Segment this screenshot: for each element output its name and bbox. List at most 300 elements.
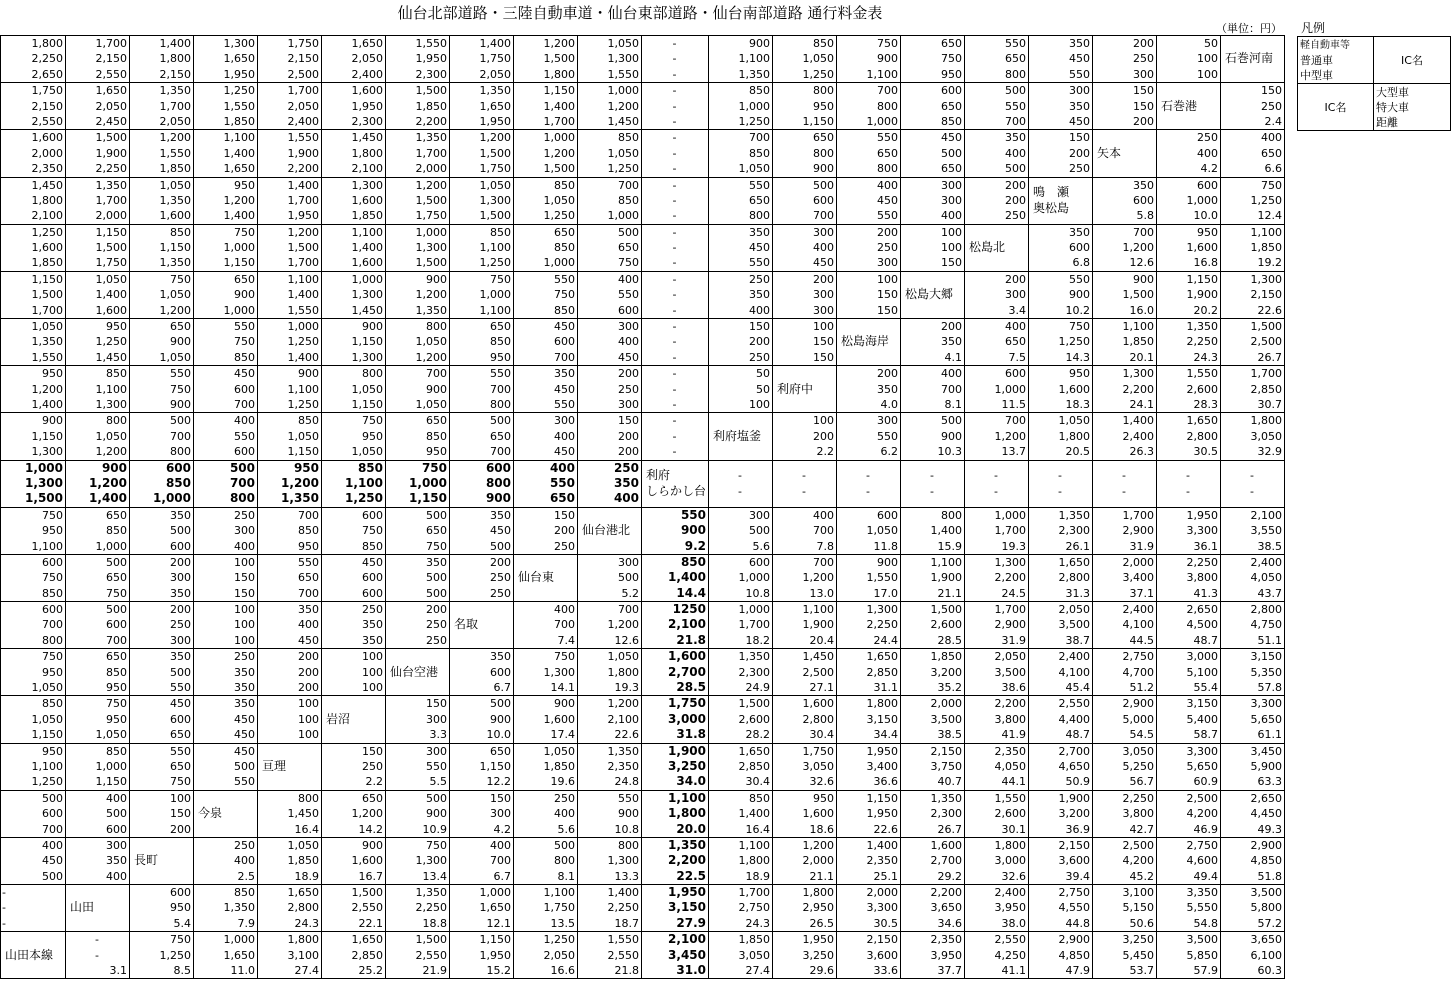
toll-value: 1,650 <box>223 948 255 962</box>
toll-cell <box>258 790 322 837</box>
toll-value: 900 <box>170 335 191 349</box>
toll-cell <box>130 602 194 649</box>
toll-value: 350 <box>298 603 319 617</box>
toll-cell <box>642 36 709 83</box>
toll-value: 500 <box>106 603 127 617</box>
legend <box>1297 36 1450 131</box>
toll-value: 2,850 <box>738 759 771 773</box>
toll-cell <box>965 130 1029 177</box>
toll-value: 1,200 <box>31 382 63 396</box>
toll-value: 300 <box>1133 67 1155 81</box>
toll-cell <box>450 885 514 932</box>
toll-value: 850 <box>170 225 191 239</box>
toll-cell <box>578 177 642 224</box>
toll-value: 1,650 <box>479 99 511 113</box>
toll-value: 1,150 <box>95 225 127 239</box>
toll-value: 49.4 <box>1193 869 1219 883</box>
toll-value: 900 <box>101 460 127 475</box>
toll-value: 500 <box>941 146 963 160</box>
toll-cell <box>1 837 66 884</box>
toll-value: 37.7 <box>937 964 963 978</box>
toll-value: 1,150 <box>31 272 63 286</box>
toll-value: 13.4 <box>422 869 447 883</box>
ic-name: 仙台港北 <box>582 523 631 538</box>
toll-cell <box>773 224 837 271</box>
toll-cell <box>965 413 1029 460</box>
toll-value: 2,650 <box>1186 603 1219 617</box>
toll-value: 1,050 <box>543 744 575 758</box>
toll-value: 400 <box>554 603 575 617</box>
toll-value: 400 <box>941 367 963 381</box>
toll-value: 200 <box>490 555 511 569</box>
ic-name-cell <box>130 837 194 884</box>
toll-value: 1,350 <box>479 84 511 98</box>
toll-value: 1,350 <box>223 901 255 915</box>
toll-value: 20.1 <box>1129 350 1155 364</box>
toll-value: 1,850 <box>351 209 383 223</box>
toll-value: 100 <box>941 241 963 255</box>
toll-cell <box>578 554 642 601</box>
toll-cell <box>642 507 709 554</box>
toll-cell <box>514 649 578 696</box>
toll-value: 6.7 <box>493 869 511 883</box>
toll-value: 1,200 <box>1122 241 1155 255</box>
toll-value: - <box>672 445 677 459</box>
toll-value: 850 <box>362 539 383 553</box>
toll-cell <box>773 837 837 884</box>
toll-value: 550 <box>877 209 899 223</box>
toll-cell <box>965 83 1029 130</box>
toll-value: 1,000 <box>738 603 771 617</box>
toll-value: 1,050 <box>607 650 639 664</box>
toll-value: 24.9 <box>745 681 771 695</box>
toll-cell <box>1029 790 1093 837</box>
toll-value: 500 <box>426 586 447 600</box>
ic-name: 利府中 <box>777 381 814 396</box>
toll-value: 900 <box>170 397 191 411</box>
toll-value: 1,000 <box>1186 193 1219 207</box>
toll-cell <box>1029 36 1093 83</box>
toll-value: 1,250 <box>1250 193 1283 207</box>
toll-cell <box>901 507 965 554</box>
toll-cell <box>1221 460 1285 507</box>
toll-value: 200 <box>813 272 835 286</box>
toll-value: 2,750 <box>1186 838 1219 852</box>
toll-value: 2,400 <box>1122 429 1155 443</box>
toll-value: 1,400 <box>930 524 963 538</box>
toll-value: 1,250 <box>345 491 383 506</box>
toll-cell <box>578 130 642 177</box>
toll-value: 400 <box>813 508 835 522</box>
toll-cell <box>709 460 773 507</box>
toll-value: 13.0 <box>809 586 835 600</box>
toll-cell <box>514 696 578 743</box>
toll-value: 27.9 <box>676 915 707 930</box>
toll-cell <box>837 932 901 979</box>
toll-cell <box>1029 696 1093 743</box>
toll-value: 800 <box>229 491 255 506</box>
toll-value: 1,250 <box>1058 335 1091 349</box>
toll-value: 350 <box>1133 178 1155 192</box>
toll-value: 400 <box>613 491 639 506</box>
toll-value: 2,150 <box>1250 288 1283 302</box>
toll-value: 30.5 <box>1193 445 1219 459</box>
toll-value: 550 <box>749 178 771 192</box>
toll-value: 4,850 <box>1250 854 1283 868</box>
toll-value: 650 <box>749 193 771 207</box>
toll-value: 150 <box>749 320 771 334</box>
toll-value: 1,250 <box>607 162 639 176</box>
toll-cell <box>773 83 837 130</box>
toll-value: 1,150 <box>1186 272 1219 286</box>
toll-cell <box>709 130 773 177</box>
toll-value: 2,900 <box>1250 838 1283 852</box>
toll-value: 350 <box>554 367 575 381</box>
table-row <box>1 743 1285 790</box>
ic-name: 石巻港 <box>1161 98 1198 113</box>
toll-value: 400 <box>490 838 511 852</box>
toll-value: 34.6 <box>937 916 963 930</box>
toll-value: 2,950 <box>802 901 835 915</box>
toll-cell <box>1029 649 1093 696</box>
toll-value: 1,050 <box>159 350 191 364</box>
toll-value: 350 <box>234 681 255 695</box>
toll-value: 700 <box>42 822 63 836</box>
toll-cell <box>514 885 578 932</box>
toll-cell <box>1221 177 1285 224</box>
ic-name-cell <box>1157 83 1221 130</box>
toll-cell <box>1093 507 1157 554</box>
toll-cell <box>1221 130 1285 177</box>
toll-value: 600 <box>941 84 963 98</box>
ic-name: 石巻河南 <box>1225 51 1274 66</box>
toll-value: 1,100 <box>287 272 319 286</box>
ic-name-cell <box>837 319 901 366</box>
toll-value: 850 <box>490 335 511 349</box>
toll-value: 600 <box>1005 367 1027 381</box>
toll-value: 2,750 <box>1122 650 1155 664</box>
legend-futsu: 普通車 <box>1300 53 1333 67</box>
toll-cell <box>1 696 66 743</box>
toll-value: 700 <box>1005 414 1027 428</box>
toll-value: 25.2 <box>358 964 383 978</box>
toll-cell <box>1157 743 1221 790</box>
toll-value: 1,900 <box>1186 288 1219 302</box>
toll-cell <box>258 885 322 932</box>
toll-value: 5,350 <box>1250 665 1283 679</box>
toll-value: 500 <box>813 178 835 192</box>
toll-value: 2,200 <box>1122 382 1155 396</box>
toll-value: 950 <box>298 539 319 553</box>
toll-value: - <box>1058 469 1062 483</box>
toll-cell <box>901 885 965 932</box>
toll-value: - <box>672 303 677 317</box>
toll-value: - <box>672 429 677 443</box>
toll-value: 1,500 <box>1122 288 1155 302</box>
toll-value: 1,800 <box>287 933 319 947</box>
toll-cell <box>1157 36 1221 83</box>
toll-value: 36.6 <box>873 775 899 789</box>
toll-value: 1,100 <box>31 539 63 553</box>
toll-value: 100 <box>1197 67 1219 81</box>
toll-value: 3,500 <box>1250 886 1283 900</box>
toll-value: 60.9 <box>1193 775 1219 789</box>
toll-value: 1,100 <box>31 759 63 773</box>
toll-value: 700 <box>813 524 835 538</box>
toll-value: 6.6 <box>1264 162 1283 176</box>
toll-value: 650 <box>618 241 639 255</box>
toll-value: 700 <box>554 350 575 364</box>
toll-value: 1,000 <box>25 460 63 475</box>
toll-value: 1,650 <box>738 744 771 758</box>
toll-value: 1,050 <box>866 524 899 538</box>
toll-value: 25.1 <box>873 869 899 883</box>
toll-cell <box>1093 837 1157 884</box>
toll-value: 3,550 <box>1250 524 1283 538</box>
toll-value: 1,050 <box>607 37 639 50</box>
toll-value: 29.6 <box>809 964 835 978</box>
toll-cell <box>386 413 450 460</box>
toll-value: 5,900 <box>1250 759 1283 773</box>
toll-cell <box>773 507 837 554</box>
toll-cell <box>965 602 1029 649</box>
toll-value: 47.9 <box>1065 964 1091 978</box>
toll-cell <box>1029 602 1093 649</box>
toll-value: 800 <box>941 508 963 522</box>
toll-value: 3.4 <box>1008 303 1027 317</box>
toll-value: 1,500 <box>351 886 383 900</box>
toll-value: 8.1 <box>944 397 963 411</box>
toll-cell <box>66 271 130 318</box>
toll-value: 650 <box>490 429 511 443</box>
toll-value: 1,400 <box>479 37 511 50</box>
toll-value: 12.6 <box>1129 256 1155 270</box>
toll-value: 1,000 <box>153 491 191 506</box>
toll-cell <box>642 602 709 649</box>
toll-cell <box>901 649 965 696</box>
toll-value: 750 <box>170 272 191 286</box>
toll-value: 200 <box>298 665 319 679</box>
toll-value: 2,100 <box>1250 508 1283 522</box>
toll-value: 31.8 <box>676 727 707 742</box>
toll-value: 150 <box>362 744 383 758</box>
toll-value: 1,700 <box>31 303 63 317</box>
toll-value: 250 <box>1005 209 1027 223</box>
toll-value: 300 <box>170 633 191 647</box>
toll-cell <box>1 224 66 271</box>
toll-cell <box>773 696 837 743</box>
toll-cell <box>66 36 130 83</box>
toll-cell <box>578 460 642 507</box>
toll-value: 200 <box>813 429 835 443</box>
toll-value: 1,100 <box>738 838 771 852</box>
toll-cell <box>773 885 837 932</box>
toll-value: 5,650 <box>1186 759 1219 773</box>
toll-value: - <box>866 484 870 498</box>
toll-value: 600 <box>170 712 191 726</box>
toll-value: 250 <box>554 539 575 553</box>
toll-value: 600 <box>165 460 191 475</box>
toll-value: 16.4 <box>745 822 771 836</box>
toll-cell <box>258 460 322 507</box>
toll-value: 2,350 <box>930 933 963 947</box>
toll-cell <box>386 602 450 649</box>
toll-value: 850 <box>106 744 127 758</box>
toll-cell <box>66 790 130 837</box>
ic-name-line: 奥松島 <box>1033 200 1070 215</box>
toll-value: 1,200 <box>415 178 447 192</box>
toll-value: 1,100 <box>802 603 835 617</box>
toll-value: 700 <box>234 397 255 411</box>
toll-value: 1,650 <box>223 162 255 176</box>
toll-cell <box>965 885 1029 932</box>
toll-cell <box>1 83 66 130</box>
toll-value: 600 <box>618 303 639 317</box>
toll-cell <box>965 837 1029 884</box>
toll-value: 150 <box>234 571 255 585</box>
toll-value: 1,050 <box>802 52 835 66</box>
toll-value: 3,150 <box>866 712 899 726</box>
toll-value: 300 <box>749 508 771 522</box>
toll-value: 30.5 <box>873 916 899 930</box>
toll-value: 16.6 <box>550 964 575 978</box>
toll-cell <box>578 696 642 743</box>
toll-value: 600 <box>362 586 383 600</box>
toll-value: 3.3 <box>429 728 447 742</box>
toll-cell <box>322 743 386 790</box>
toll-value: 400 <box>1005 320 1027 334</box>
toll-value: 100 <box>234 555 255 569</box>
toll-value: 2,900 <box>994 618 1027 632</box>
toll-value: - <box>95 948 99 962</box>
toll-value: 2,050 <box>543 948 575 962</box>
table-row <box>1 413 1285 460</box>
toll-cell <box>130 177 194 224</box>
toll-value: 750 <box>1261 178 1283 192</box>
toll-value: 2,150 <box>287 52 319 66</box>
toll-value: 1,050 <box>738 162 771 176</box>
toll-value: - <box>802 469 806 483</box>
toll-value: 850 <box>554 178 575 192</box>
toll-value: 600 <box>749 555 771 569</box>
toll-value: 1,100 <box>223 131 255 145</box>
toll-value: 5,400 <box>1186 712 1219 726</box>
toll-value: 1,800 <box>31 193 63 207</box>
toll-value: 200 <box>1005 193 1027 207</box>
toll-value: 550 <box>554 397 575 411</box>
toll-value: 24.4 <box>873 633 899 647</box>
toll-value: 41.1 <box>1001 964 1027 978</box>
toll-cell <box>837 554 901 601</box>
toll-value: 600 <box>170 886 191 900</box>
toll-cell <box>1093 83 1157 130</box>
toll-value: 18.6 <box>809 822 835 836</box>
toll-cell <box>578 790 642 837</box>
toll-cell <box>258 130 322 177</box>
toll-value: 1,200 <box>159 303 191 317</box>
toll-value: 1,150 <box>31 728 63 742</box>
toll-value: 1,150 <box>31 429 63 443</box>
toll-value: 3,250 <box>802 948 835 962</box>
toll-cell <box>965 460 1029 507</box>
toll-value: 57.9 <box>1193 964 1219 978</box>
toll-cell <box>709 602 773 649</box>
toll-value: 3,250 <box>1122 933 1155 947</box>
toll-value: 400 <box>554 807 575 821</box>
toll-value: 15.2 <box>486 964 511 978</box>
toll-value: 1,650 <box>866 650 899 664</box>
table-row <box>1 130 1285 177</box>
table-row <box>1 649 1285 696</box>
toll-cell <box>1 602 66 649</box>
toll-value: 24.3 <box>294 916 319 930</box>
toll-value: 1,650 <box>287 886 319 900</box>
toll-value: 1,450 <box>31 178 63 192</box>
toll-value: 750 <box>106 586 127 600</box>
toll-value: 1,400 <box>287 178 319 192</box>
toll-cell <box>66 83 130 130</box>
toll-value: 13.7 <box>1001 445 1027 459</box>
toll-cell <box>514 130 578 177</box>
toll-value: 27.4 <box>745 964 771 978</box>
toll-value: 900 <box>490 712 511 726</box>
toll-value: 300 <box>813 225 835 239</box>
toll-value: 900 <box>877 555 899 569</box>
toll-value: 49.3 <box>1257 822 1283 836</box>
ic-name: 名取 <box>454 617 479 632</box>
toll-cell <box>1 554 66 601</box>
toll-cell <box>1157 177 1221 224</box>
toll-cell <box>130 224 194 271</box>
toll-value: 300 <box>554 414 575 428</box>
toll-value: 750 <box>42 571 63 585</box>
toll-cell <box>1157 790 1221 837</box>
toll-value: 1,350 <box>607 744 639 758</box>
toll-cell <box>322 602 386 649</box>
toll-value: 150 <box>554 508 575 522</box>
toll-value: 20.5 <box>1065 445 1091 459</box>
toll-cell <box>837 885 901 932</box>
toll-value: 500 <box>170 524 191 538</box>
toll-value: 250 <box>170 618 191 632</box>
toll-value: 5,800 <box>1250 901 1283 915</box>
toll-value: 800 <box>618 838 639 852</box>
toll-cell <box>901 743 965 790</box>
toll-value: 1,650 <box>351 37 383 50</box>
toll-cell <box>450 413 514 460</box>
toll-cell <box>194 83 258 130</box>
toll-value: 3,200 <box>930 665 963 679</box>
toll-value: 3,100 <box>287 948 319 962</box>
toll-value: 40.7 <box>937 775 963 789</box>
toll-value: 900 <box>362 320 383 334</box>
toll-cell <box>642 649 709 696</box>
toll-value: 2,000 <box>866 886 899 900</box>
toll-value: 1,050 <box>159 178 191 192</box>
toll-cell <box>258 271 322 318</box>
toll-value: 57.8 <box>1257 681 1283 695</box>
toll-value: 1,950 <box>802 933 835 947</box>
toll-cell <box>130 790 194 837</box>
toll-value: 1,750 <box>543 901 575 915</box>
toll-value: 1,150 <box>479 933 511 947</box>
toll-value: 20.2 <box>1193 303 1219 317</box>
toll-value: 2,250 <box>866 618 899 632</box>
toll-value: 30.4 <box>809 728 835 742</box>
toll-value: 500 <box>234 759 255 773</box>
toll-value: 1,550 <box>607 67 639 81</box>
toll-value: 1,300 <box>351 178 383 192</box>
